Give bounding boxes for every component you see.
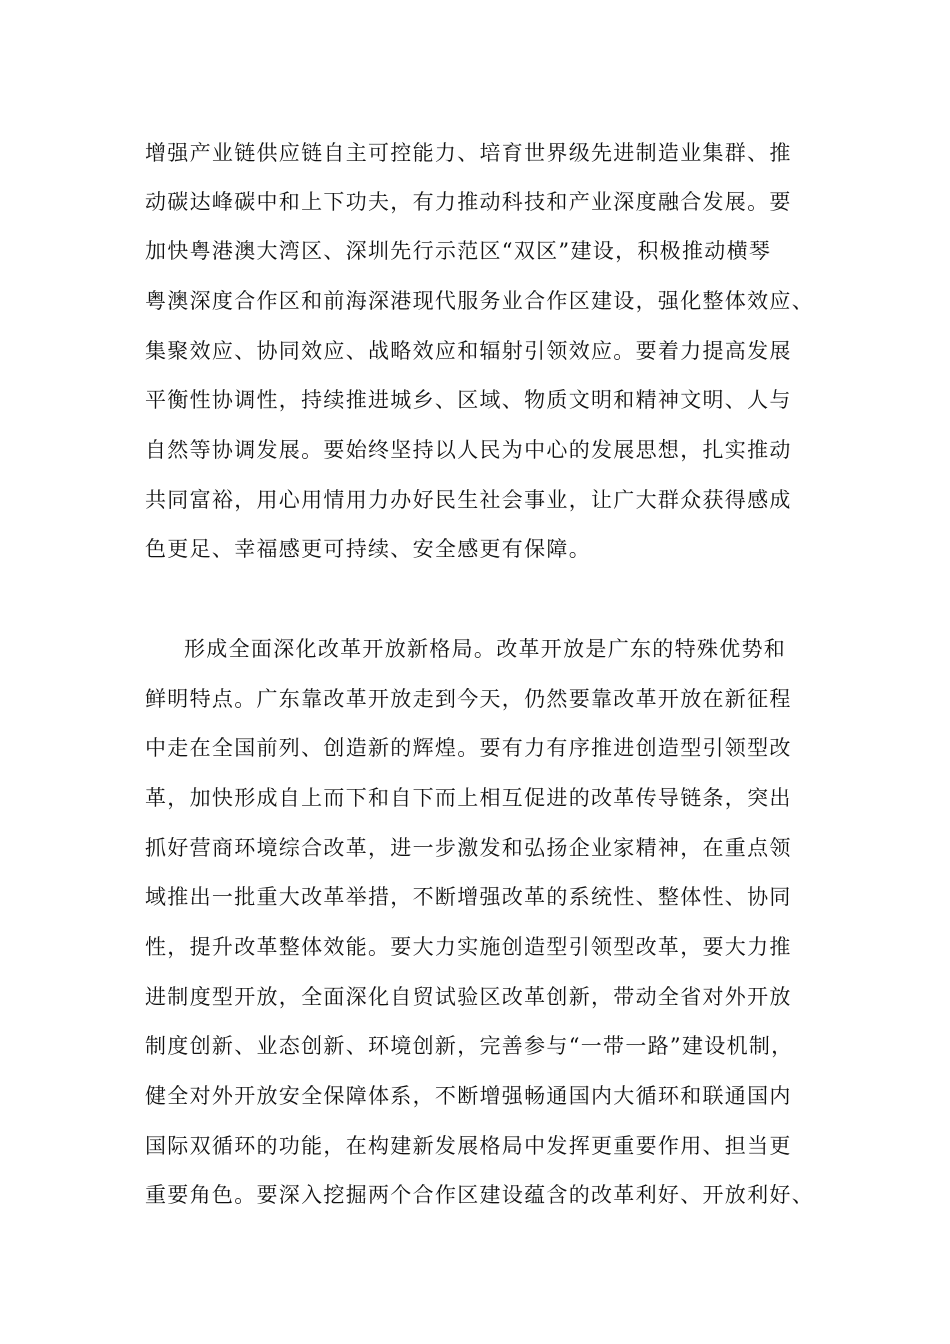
paragraph-1-line-3: 加快粤港澳大湾区、深圳先行示范区“双区”建设，积极推动横琴 (145, 239, 772, 263)
paragraph-2-line-10: 健全对外开放安全保障体系，不断增强畅通国内大循环和联通国内 (145, 1084, 792, 1108)
paragraph-1-line-2: 动碳达峰碳中和上下功夫，有力推动科技和产业深度融合发展。要 (145, 190, 792, 214)
paragraph-1-line-8: 共同富裕，用心用情用力办好民生社会事业，让广大群众获得感成 (145, 488, 792, 512)
paragraph-1-line-9: 色更足、幸福感更可持续、安全感更有保障。 (145, 537, 591, 561)
paragraph-2-line-9: 制度创新、业态创新、环境创新，完善参与“一带一路”建设机制， (145, 1034, 794, 1058)
paragraph-2-line-2: 鲜明特点。广东靠改革开放走到今天，仍然要靠改革开放在新征程 (145, 687, 792, 711)
paragraph-2-line-12: 重要角色。要深入挖掘两个合作区建设蕴含的改革利好、开放利好、 (145, 1183, 814, 1207)
paragraph-1-line-7: 自然等协调发展。要始终坚持以人民为中心的发展思想，扎实推动 (145, 438, 792, 462)
paragraph-2-line-11: 国际双循环的功能，在构建新发展格局中发挥更重要作用、担当更 (145, 1134, 792, 1158)
paragraph-2-line-5: 抓好营商环境综合改革，进一步激发和弘扬企业家精神，在重点领 (145, 836, 792, 860)
paragraph-1-line-1: 增强产业链供应链自主可控能力、培育世界级先进制造业集群、推 (145, 141, 792, 165)
paragraph-2-line-4: 革，加快形成自上而下和自下而上相互促进的改革传导链条，突出 (145, 786, 792, 810)
paragraph-2-line-1: 形成全面深化改革开放新格局。改革开放是广东的特殊优势和 (184, 637, 787, 661)
paragraph-2-line-8: 进制度型开放，全面深化自贸试验区改革创新，带动全省对外开放 (145, 985, 792, 1009)
paragraph-2-line-3: 中走在全国前列、创造新的辉煌。要有力有序推进创造型引领型改 (145, 736, 792, 760)
paragraph-1-line-6: 平衡性协调性，持续推进城乡、区域、物质文明和精神文明、人与 (145, 388, 792, 412)
paragraph-1-line-5: 集聚效应、协同效应、战略效应和辐射引领效应。要着力提高发展 (145, 339, 792, 363)
paragraph-1-line-4: 粤澳深度合作区和前海深港现代服务业合作区建设，强化整体效应、 (145, 289, 814, 313)
paragraph-2-line-6: 域推出一批重大改革举措，不断增强改革的系统性、整体性、协同 (145, 885, 792, 909)
paragraph-2-line-7: 性，提升改革整体效能。要大力实施创造型引领型改革，要大力推 (145, 935, 792, 959)
